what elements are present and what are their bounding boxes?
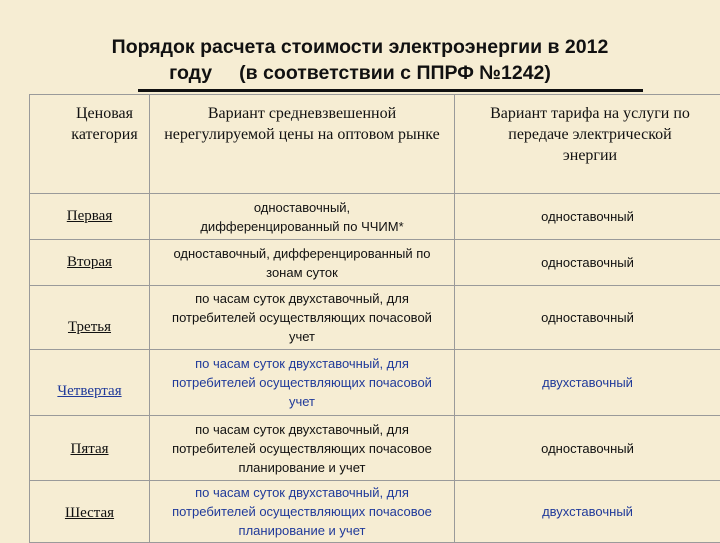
table-row	[30, 286, 720, 350]
table-row	[30, 481, 720, 543]
tariff-cell: двухставочный	[455, 350, 720, 416]
variant-cell: по часам суток двухставочный, для потребителей осуществляющих почасовой учет	[150, 286, 455, 350]
header-row	[30, 95, 720, 194]
tariff-cell: одноставочный	[455, 240, 720, 286]
title-underline	[138, 89, 643, 92]
category-cell[interactable]: Шестая	[30, 481, 150, 543]
category-cell[interactable]: Первая	[30, 194, 150, 240]
variant-cell: по часам суток двухставочный, для потребителей осуществляющих почасовое планирование и учет	[150, 481, 455, 543]
category-cell[interactable]: Четвертая	[30, 350, 150, 416]
page-title	[30, 34, 690, 86]
table-row	[30, 240, 720, 286]
variant-cell: по часам суток двухставочный, для потребителей осуществляющих почасовое планирование и учет	[150, 416, 455, 481]
pricing-table	[29, 94, 720, 543]
header-category: Ценовая категория	[30, 95, 150, 194]
tariff-cell: одноставочный	[455, 286, 720, 350]
table-row	[30, 416, 720, 481]
category-cell[interactable]: Пятая	[30, 416, 150, 481]
header-tariff: Вариант тарифа на услуги по передаче электрической энергии	[455, 95, 720, 194]
category-cell[interactable]: Третья	[30, 286, 150, 350]
header-variant: Вариант средневзвешенной нерегулируемой цены на оптовом рынке	[150, 95, 455, 194]
tariff-cell: одноставочный	[455, 194, 720, 240]
variant-cell: одноставочный, дифференцированный по ЧЧИМ*	[150, 194, 455, 240]
table-row	[30, 350, 720, 416]
title-line-1: Порядок расчета стоимости электроэнергии в 2012	[30, 34, 690, 60]
title-line-2: году (в соответствии с ППРФ №1242)	[30, 60, 690, 86]
tariff-cell: двухставочный	[455, 481, 720, 543]
tariff-cell: одноставочный	[455, 416, 720, 481]
category-cell[interactable]: Вторая	[30, 240, 150, 286]
variant-cell: по часам суток двухставочный, для потребителей осуществляющих почасовой учет	[150, 350, 455, 416]
table-row	[30, 194, 720, 240]
variant-cell: одноставочный, дифференцированный по зонам суток	[150, 240, 455, 286]
